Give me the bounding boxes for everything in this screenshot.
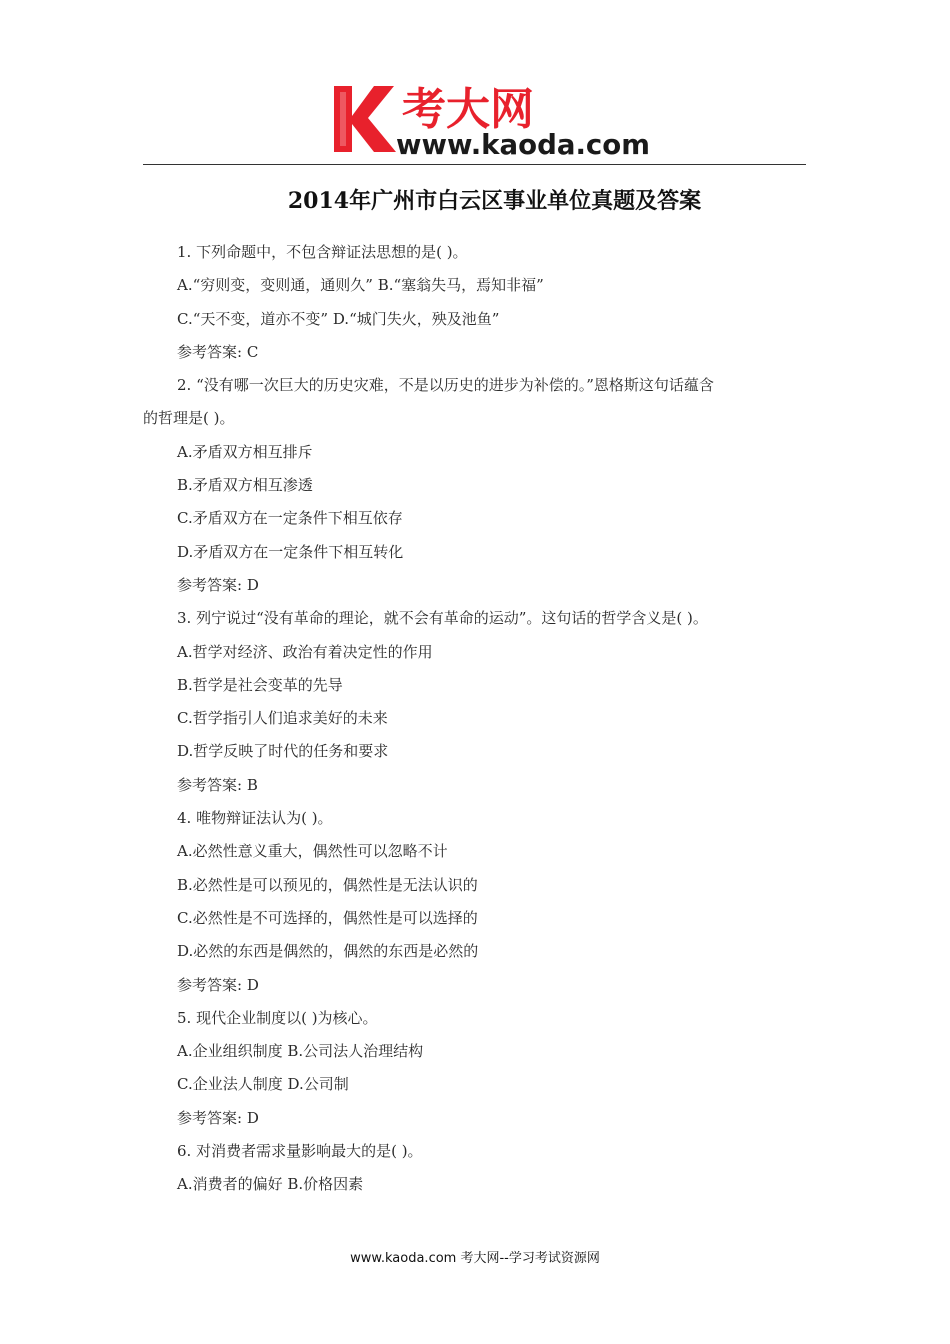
question-body (143, 236, 806, 1202)
text-line: A.消费者的偏好 B.价格因素 (177, 1175, 364, 1194)
site-logo[interactable] (330, 72, 660, 162)
text-line: 参考答案: D (177, 1108, 259, 1127)
text-line: 参考答案: D (177, 575, 259, 594)
text-line: 3. 列宁说过“没有革命的理论，就不会有革命的运动”。这句话的哲学含义是( )。 (177, 609, 708, 628)
text-line: D.必然的东西是偶然的，偶然的东西是必然的 (177, 942, 479, 961)
text-line: 6. 对消费者需求量影响最大的是( )。 (177, 1142, 423, 1161)
page-title: 2014年广州市白云区事业单位真题及答案 (287, 188, 702, 214)
text-line: 参考答案: D (177, 975, 259, 994)
text-line: C.矛盾双方在一定条件下相互依存 (177, 509, 403, 528)
text-line: A.哲学对经济、政治有着决定性的作用 (177, 642, 433, 661)
text-line: 的哲理是( )。 (143, 409, 235, 428)
text-line: 参考答案: C (177, 342, 259, 361)
text-line: C.“天不变，道亦不变” D.“城门失火，殃及池鱼” (177, 309, 500, 328)
logo-brand-url: www.kaoda.com (396, 128, 650, 161)
kaoda-logo-graphic (330, 72, 660, 162)
text-line: B.必然性是可以预见的，偶然性是无法认识的 (177, 875, 478, 894)
logo-brand-cn: 考大网 (402, 84, 534, 135)
text-line: C.企业法人制度 D.公司制 (177, 1075, 349, 1094)
text-line: B.哲学是社会变革的先导 (177, 675, 343, 694)
text-line: 2. “没有哪一次巨大的历史灾难，不是以历史的进步为补偿的。”恩格斯这句话蕴含 (177, 376, 714, 395)
text-line: 参考答案: B (177, 775, 258, 794)
text-line: 5. 现代企业制度以( )为核心。 (177, 1008, 378, 1027)
text-line: C.必然性是不可选择的，偶然性是可以选择的 (177, 908, 478, 927)
text-line: B.矛盾双方相互渗透 (177, 476, 313, 495)
text-line: 1. 下列命题中，不包含辩证法思想的是( )。 (177, 243, 468, 261)
text-line: A.“穷则变，变则通，通则久” B.“塞翁失马，焉知非福” (177, 276, 544, 295)
text-line: A.矛盾双方相互排斥 (177, 442, 313, 461)
header-divider (143, 164, 806, 165)
text-line: 4. 唯物辩证法认为( )。 (177, 809, 333, 828)
text-line: A.企业组织制度 B.公司法人治理结构 (177, 1042, 424, 1061)
text-line: D.哲学反映了时代的任务和要求 (177, 742, 389, 761)
page-footer: www.kaoda.com 考大网--学习考试资源网 (350, 1251, 600, 1266)
text-line: D.矛盾双方在一定条件下相互转化 (177, 542, 404, 561)
text-line: A.必然性意义重大，偶然性可以忽略不计 (177, 842, 448, 861)
text-line: C.哲学指引人们追求美好的未来 (177, 709, 388, 728)
